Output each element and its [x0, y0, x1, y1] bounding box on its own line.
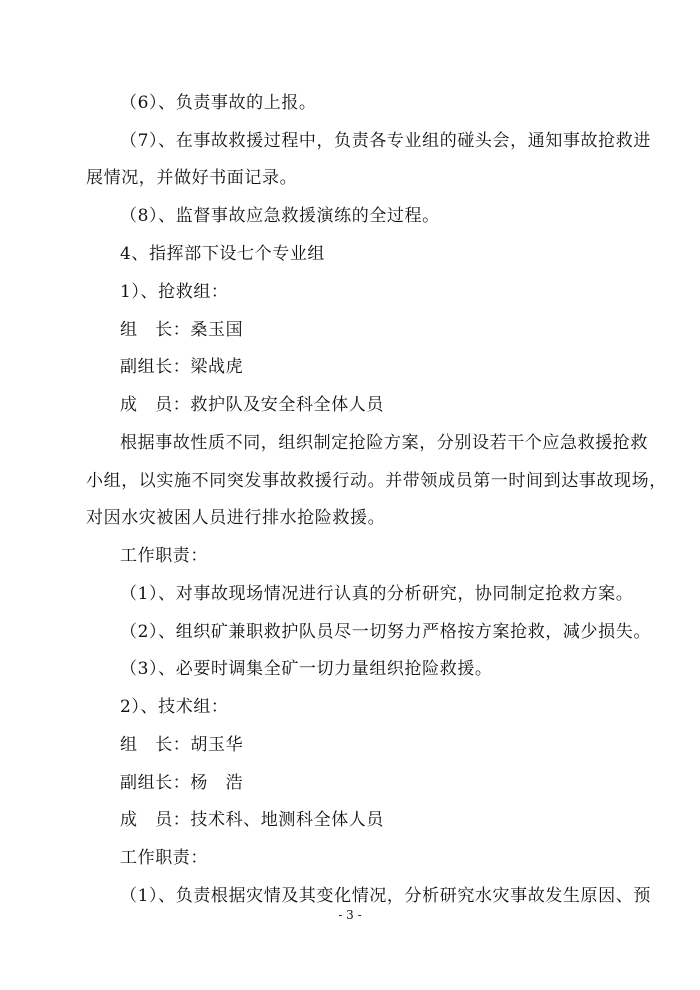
- rescue-group-members: 成 员：救护队及安全科全体人员: [120, 395, 384, 415]
- rescue-duty-3: （3）、必要时调集全矿一切力量组织抢险救援。: [120, 659, 493, 679]
- technical-group-members: 成 员：技术科、地测科全体人员: [120, 810, 384, 830]
- technical-duties-heading: 工作职责：: [120, 848, 208, 868]
- clause-7-line-2: 展情况，并做好书面记录。: [86, 168, 298, 188]
- page-number: - 3 -: [338, 908, 362, 922]
- rescue-group-leader: 组 长：桑玉国: [120, 320, 244, 340]
- clause-7-line-1: （7）、在事故救援过程中，负责各专业组的碰头会，通知事故抢救进: [120, 131, 651, 151]
- rescue-paragraph-line-3: 对因水灾被困人员进行排水抢险救援。: [86, 508, 386, 528]
- rescue-duty-2: （2）、组织矿兼职救护队员尽一切努力严格按方案抢救，减少损失。: [120, 622, 651, 642]
- section-heading-professional-groups: 4、指挥部下设七个专业组: [120, 244, 326, 264]
- clause-8: （8）、监督事故应急救援演练的全过程。: [120, 206, 440, 226]
- rescue-paragraph-line-2: 小组，以实施不同突发事故救援行动。并带领成员第一时间到达事故现场，: [86, 471, 667, 491]
- rescue-paragraph-line-1: 根据事故性质不同，组织制定抢险方案，分别设若干个应急救援抢救: [120, 433, 648, 453]
- clause-6: （6）、负责事故的上报。: [120, 93, 317, 113]
- rescue-group-heading: 1）、抢救组：: [120, 282, 229, 302]
- technical-duty-1: （1）、负责根据灾情及其变化情况，分析研究水灾事故发生原因、预: [120, 886, 651, 906]
- technical-group-deputy: 副组长：杨 浩: [120, 773, 244, 793]
- rescue-duties-heading: 工作职责：: [120, 546, 208, 566]
- technical-group-leader: 组 长：胡玉华: [120, 735, 244, 755]
- technical-group-heading: 2）、技术组：: [120, 697, 229, 717]
- rescue-group-deputy: 副组长：梁战虎: [120, 357, 244, 377]
- rescue-duty-1: （1）、对事故现场情况进行认真的分析研究，协同制定抢救方案。: [120, 584, 634, 604]
